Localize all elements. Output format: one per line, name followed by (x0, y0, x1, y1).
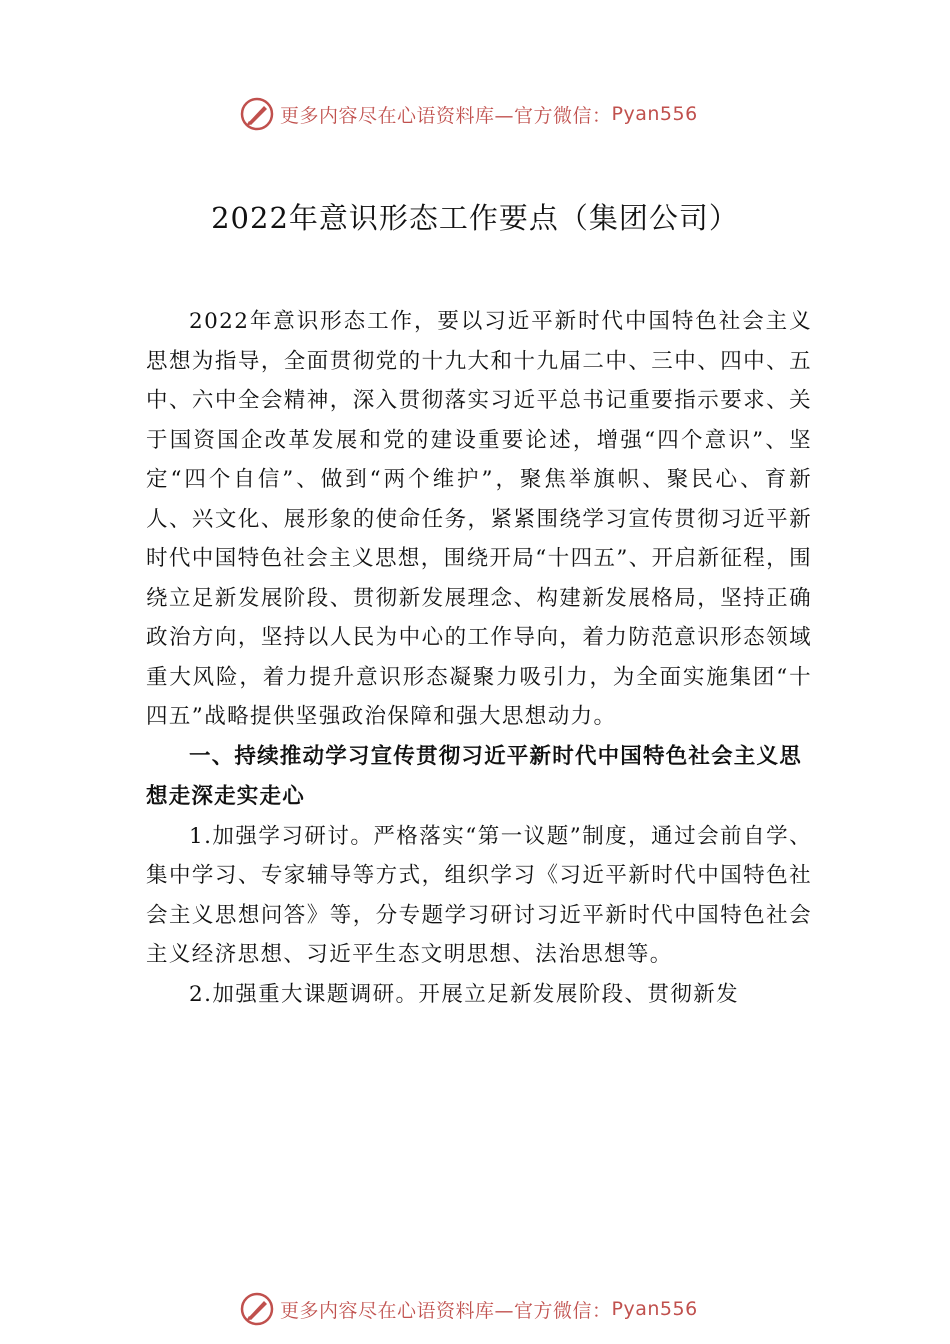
document-body (146, 302, 812, 1014)
section-heading-1: 一、持续推动学习宣传贯彻习近平新时代中国特色社会主义思想走深走实走心 (146, 743, 802, 809)
watermark-wechat-id: Pyan556 (611, 1298, 698, 1320)
watermark-text: 更多内容尽在心语资料库—官方微信： (280, 104, 612, 127)
watermark-text: 更多内容尽在心语资料库—官方微信： (280, 1299, 612, 1322)
item-paragraph-2: 2.加强重大课题调研。开展立足新发展阶段、贯彻新发 (189, 981, 740, 1007)
watermark-banner-bottom (240, 1291, 698, 1327)
watermark-banner-top (240, 96, 698, 132)
item-paragraph-1: 1.加强学习研讨。严格落实“第一议题”制度，通过会前自学、集中学习、专家辅导等方式，组织学习《习近平新时代中国特色社会主义思想问答》等，分专题学习研讨习近平新时代中国特色社会主义经济思想、习近平生态文明思想、法治思想等。 (146, 823, 812, 967)
document-title: 2022年意识形态工作要点（集团公司） (211, 201, 739, 235)
pen-seal-icon (240, 97, 274, 131)
pen-seal-icon (240, 1292, 274, 1326)
intro-paragraph: 2022年意识形态工作，要以习近平新时代中国特色社会主义思想为指导，全面贯彻党的十九大和十九届二中、三中、四中、五中、六中全会精神，深入贯彻落实习近平总书记重要指示要求、关于国资国企改革发展和党的建设重要论述，增强“四个意识”、坚定“四个自信”、做到“两个维护”，聚焦举旗帜、聚民心、育新人、兴文化、展形象的使命任务，紧紧围绕学习宣传贯彻习近平新时代中国特色社会主义思想，围绕开局“十四五”、开启新征程，围绕立足新发展阶段、贯彻新发展理念、构建新发展格局，坚持正确政治方向，坚持以人民为中心的工作导向，着力防范意识形态领域重大风险，着力提升意识形态凝聚力吸引力，为全面实施集团“十四五”战略提供坚强政治保障和强大思想动力。 (146, 309, 812, 729)
watermark-wechat-id: Pyan556 (611, 103, 698, 125)
